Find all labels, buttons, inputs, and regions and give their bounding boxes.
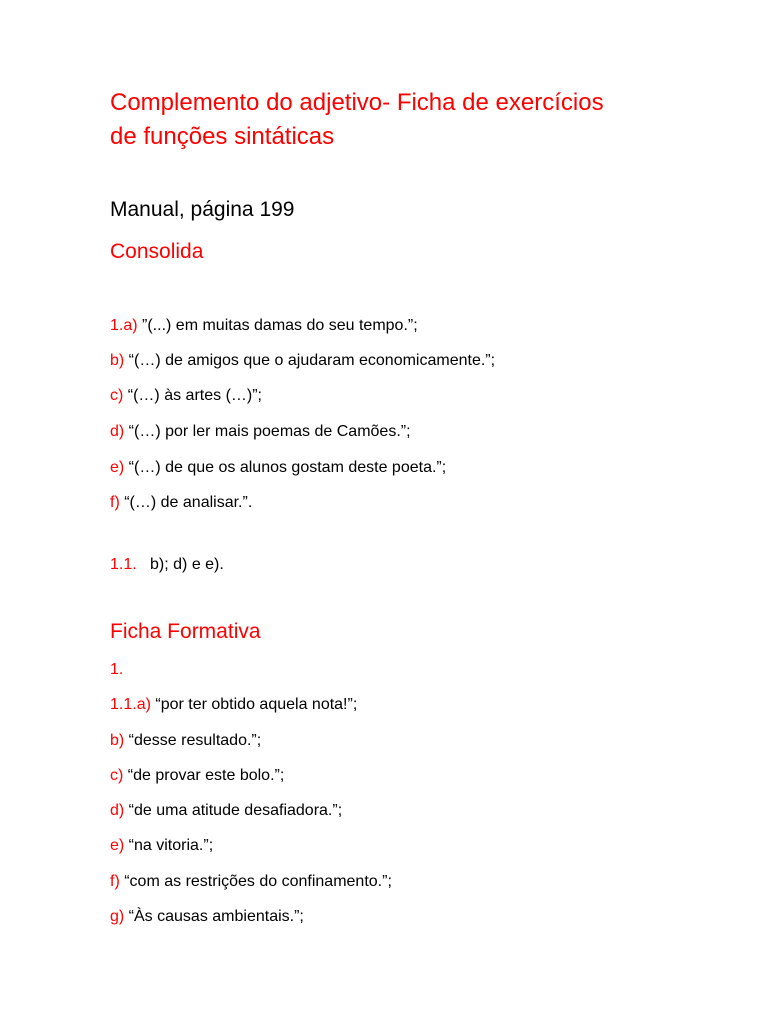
question-number — [110, 659, 123, 681]
list-item — [110, 906, 304, 928]
item-text: “com as restrições do confinamento.”; — [119, 873, 392, 890]
item-label: 1.a) — [110, 317, 138, 334]
manual-reference: Manual, página 199 — [110, 198, 295, 221]
item-label: f) — [110, 494, 120, 511]
item-label: g) — [110, 908, 125, 925]
item-label: e) — [110, 459, 125, 476]
section-heading-consolida: Consolida — [110, 240, 204, 263]
list-item — [110, 492, 252, 514]
list-item — [110, 694, 357, 716]
list-item — [110, 315, 418, 337]
list-item — [110, 385, 262, 407]
item-label: b) — [110, 732, 125, 749]
list-item — [110, 765, 284, 787]
list-item — [110, 730, 261, 752]
item-text: “Às causas ambientais.”; — [124, 908, 304, 925]
item-label: d) — [110, 802, 125, 819]
list-item — [110, 871, 392, 893]
title-line-1: Complemento do adjetivo- Ficha de exercícios — [110, 89, 604, 116]
list-item — [110, 800, 342, 822]
item-label: d) — [110, 423, 125, 440]
item-label: 1.1.a) — [110, 696, 151, 713]
item-text: “de uma atitude desafiadora.”; — [124, 802, 343, 819]
question-number-label: 1. — [110, 661, 124, 678]
item-label: e) — [110, 837, 125, 854]
item-text: ”(...) em muitas damas do seu tempo.”; — [137, 317, 418, 334]
answer-label: 1.1. — [110, 556, 137, 573]
item-text: “(…) de que os alunos gostam deste poeta.”; — [124, 459, 447, 476]
list-item — [110, 350, 495, 372]
item-text: “(…) de analisar.”. — [119, 494, 253, 511]
answer-text: b); d) e e). — [136, 556, 224, 573]
item-text: “na vitoria.”; — [124, 837, 214, 854]
title-line-2: de funções sintáticas — [110, 123, 335, 150]
item-text: “(…) de amigos que o ajudaram economicamente.”; — [124, 352, 496, 369]
list-item — [110, 835, 213, 857]
item-text: “(…) por ler mais poemas de Camões.”; — [124, 423, 411, 440]
item-text: “desse resultado.”; — [124, 732, 262, 749]
list-item — [110, 457, 446, 479]
answer-line — [110, 554, 224, 576]
list-item — [110, 421, 411, 443]
item-label: b) — [110, 352, 125, 369]
section-heading-ficha-formativa: Ficha Formativa — [110, 620, 261, 643]
document-title — [110, 86, 730, 154]
item-text: “por ter obtido aquela nota!”; — [150, 696, 358, 713]
item-text: “de provar este bolo.”; — [123, 767, 285, 784]
item-label: f) — [110, 873, 120, 890]
item-label: c) — [110, 767, 124, 784]
item-text: “(…) às artes (…)”; — [123, 387, 262, 404]
item-label: c) — [110, 387, 124, 404]
